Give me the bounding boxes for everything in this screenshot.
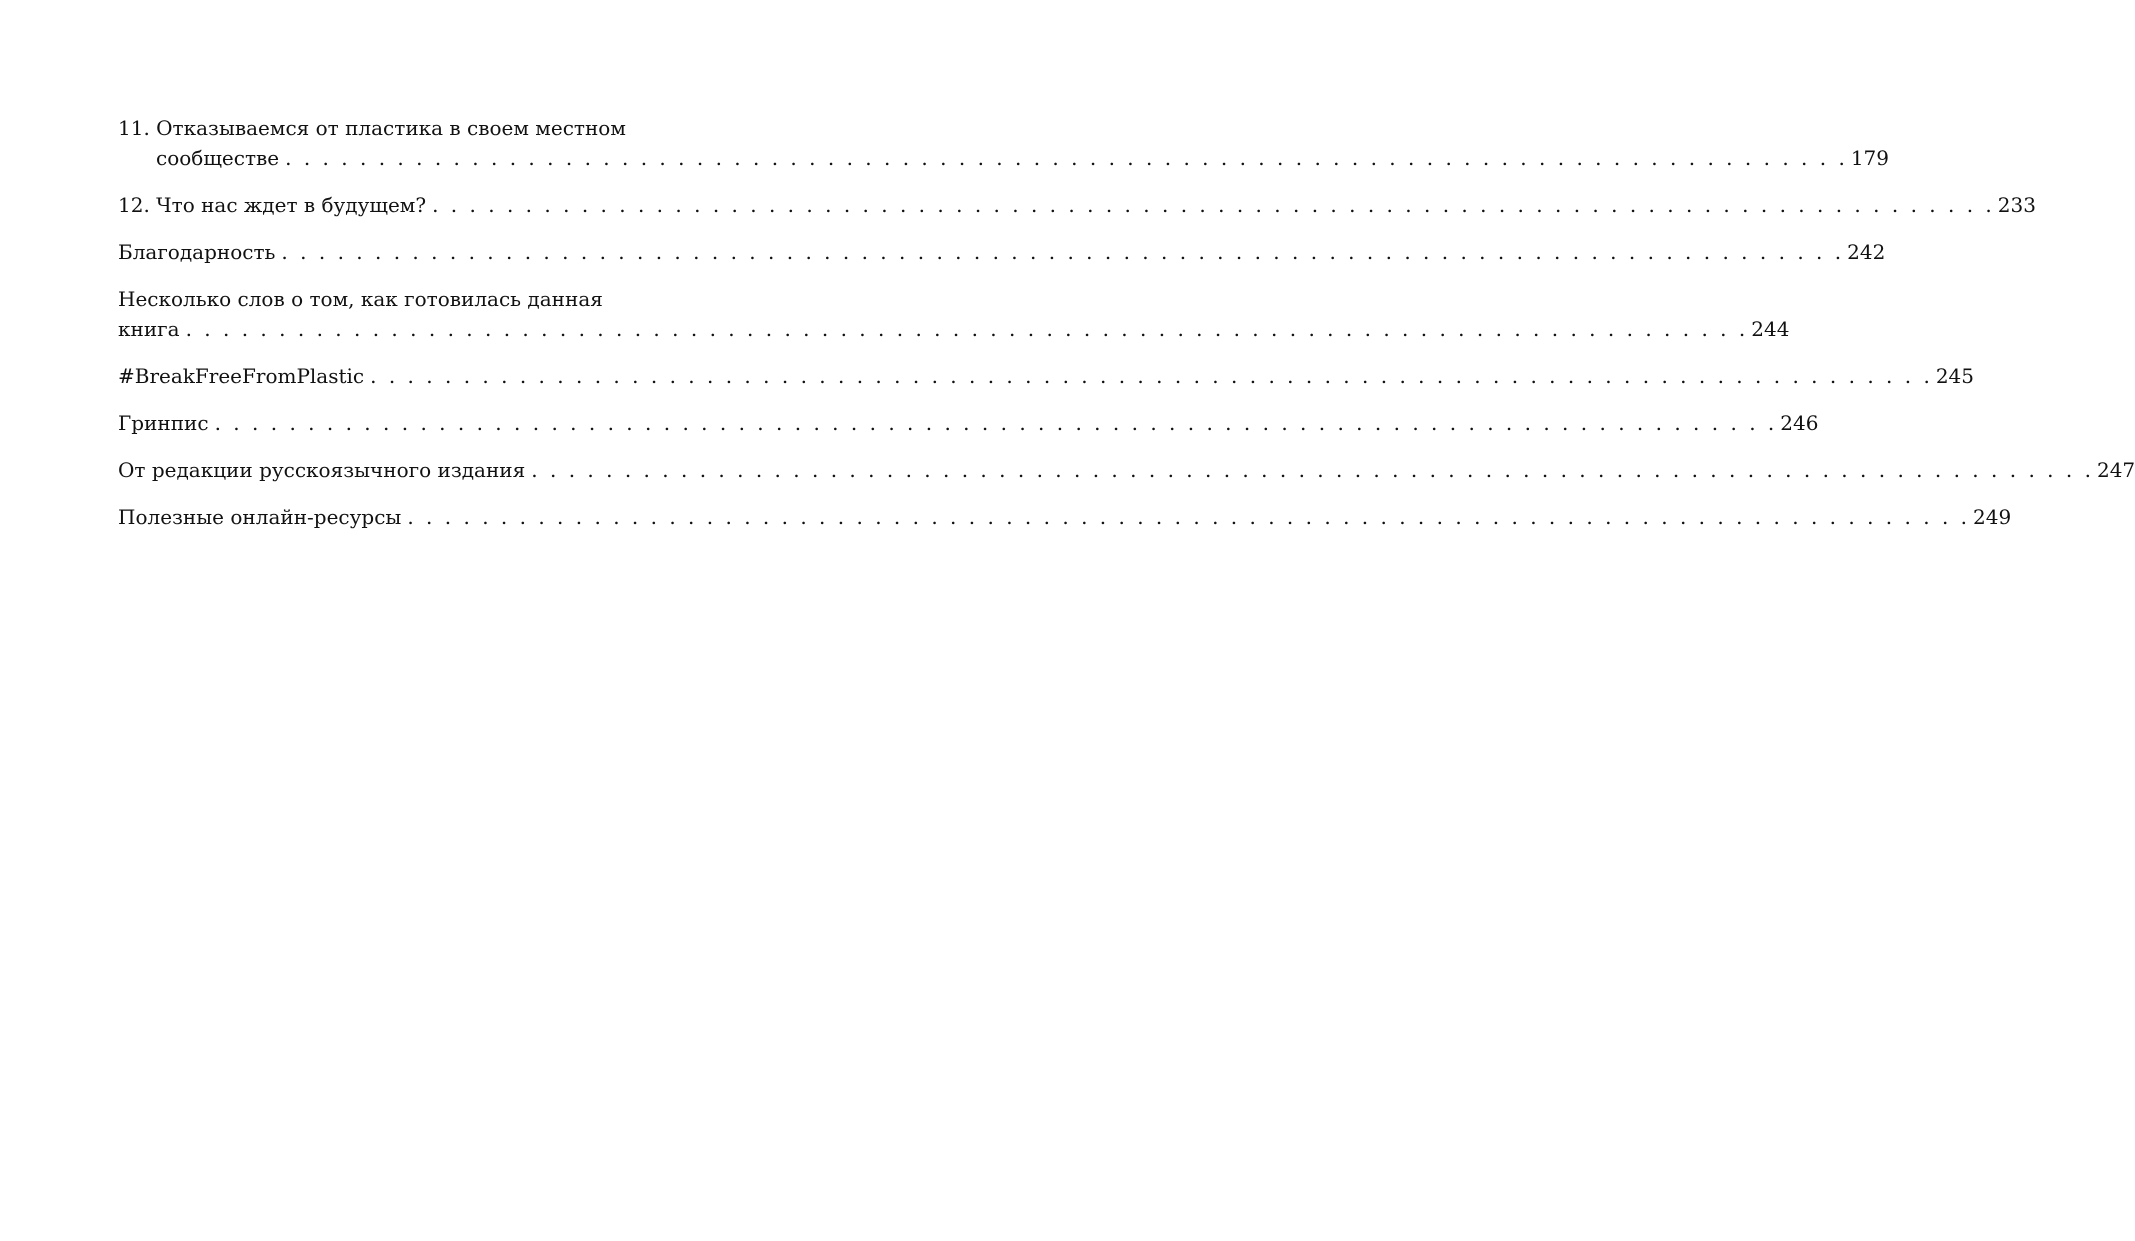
toc-entry-title-line: 11. Отказываемся от пластика в своем местном: [118, 116, 626, 140]
toc-entry-label: #BreakFreeFromPlastic: [118, 364, 365, 388]
toc-entry-row: [118, 143, 1890, 173]
toc-entry-label: 12. Что нас ждет в будущем?: [118, 193, 427, 217]
dot-leader: . . . . . . . . . . . . . . . . . . . . . . . . . . . . . . . . . . . . . . . . . . . . . . . . . . . . . . . . . . . . . . . . . . . . . . . . . . . . . . . . . . . .: [432, 193, 1995, 217]
toc-page-number: 179: [1850, 146, 1890, 170]
toc-entry-label: сообществе: [156, 146, 280, 170]
toc-entry: [118, 284, 1790, 344]
toc-page-number: 244: [1751, 317, 1790, 341]
toc-entry: [118, 502, 2012, 532]
toc-entry: [118, 361, 1975, 391]
toc-page-number: 249: [1973, 505, 2012, 529]
toc-page-number: 242: [1847, 240, 1886, 264]
toc-entry-row: [118, 455, 2135, 485]
dot-leader: . . . . . . . . . . . . . . . . . . . . . . . . . . . . . . . . . . . . . . . . . . . . . . . . . . . . . . . . . . . . . . . . . . . . . . . . . . . . . . . . . . . .: [285, 146, 1848, 170]
dot-leader: . . . . . . . . . . . . . . . . . . . . . . . . . . . . . . . . . . . . . . . . . . . . . . . . . . . . . . . . . . . . . . . . . . . . . . . . . . . . . . . . . . . .: [185, 317, 1749, 341]
toc-page-number: 246: [1780, 411, 1819, 435]
toc-entry-row: [118, 190, 2036, 220]
toc-entry-title-line: Несколько слов о том, как готовилась данная: [118, 287, 603, 311]
toc-entry: [118, 237, 1886, 267]
dot-leader: . . . . . . . . . . . . . . . . . . . . . . . . . . . . . . . . . . . . . . . . . . . . . . . . . . . . . . . . . . . . . . . . . . . . . . . . . . . . . . . . . . . .: [531, 458, 2094, 482]
toc-page-number: 247: [2096, 458, 2135, 482]
toc-entry-row: [118, 314, 1790, 344]
toc-entry-row: [118, 502, 2012, 532]
toc-page-number: 245: [1935, 364, 1975, 388]
toc-page-number: 233: [1997, 193, 2036, 217]
toc-entry: [118, 113, 1890, 173]
dot-leader: . . . . . . . . . . . . . . . . . . . . . . . . . . . . . . . . . . . . . . . . . . . . . . . . . . . . . . . . . . . . . . . . . . . . . . . . . . . . . . . . . . . .: [281, 240, 1845, 264]
toc-entry-row: [118, 361, 1975, 391]
toc-entry-label: Гринпис: [118, 411, 209, 435]
dot-leader: . . . . . . . . . . . . . . . . . . . . . . . . . . . . . . . . . . . . . . . . . . . . . . . . . . . . . . . . . . . . . . . . . . . . . . . . . . . . . . . . . . . .: [407, 505, 1971, 529]
toc-entry-label: Благодарность: [118, 240, 276, 264]
toc-entry-label: Полезные онлайн-ресурсы: [118, 505, 402, 529]
toc-entry: [118, 408, 1819, 438]
toc-entry-label: книга: [118, 317, 180, 341]
table-of-contents: [118, 113, 2135, 532]
dot-leader: . . . . . . . . . . . . . . . . . . . . . . . . . . . . . . . . . . . . . . . . . . . . . . . . . . . . . . . . . . . . . . . . . . . . . . . . . . . . . . . . . . . .: [214, 411, 1778, 435]
toc-entry: [118, 190, 2036, 220]
toc-entry: [118, 455, 2135, 485]
toc-entry-row: [118, 237, 1886, 267]
toc-entry-row: [118, 408, 1819, 438]
dot-leader: . . . . . . . . . . . . . . . . . . . . . . . . . . . . . . . . . . . . . . . . . . . . . . . . . . . . . . . . . . . . . . . . . . . . . . . . . . . . . . . . . . . .: [370, 364, 1933, 388]
toc-entry-label: От редакции русскоязычного издания: [118, 458, 526, 482]
